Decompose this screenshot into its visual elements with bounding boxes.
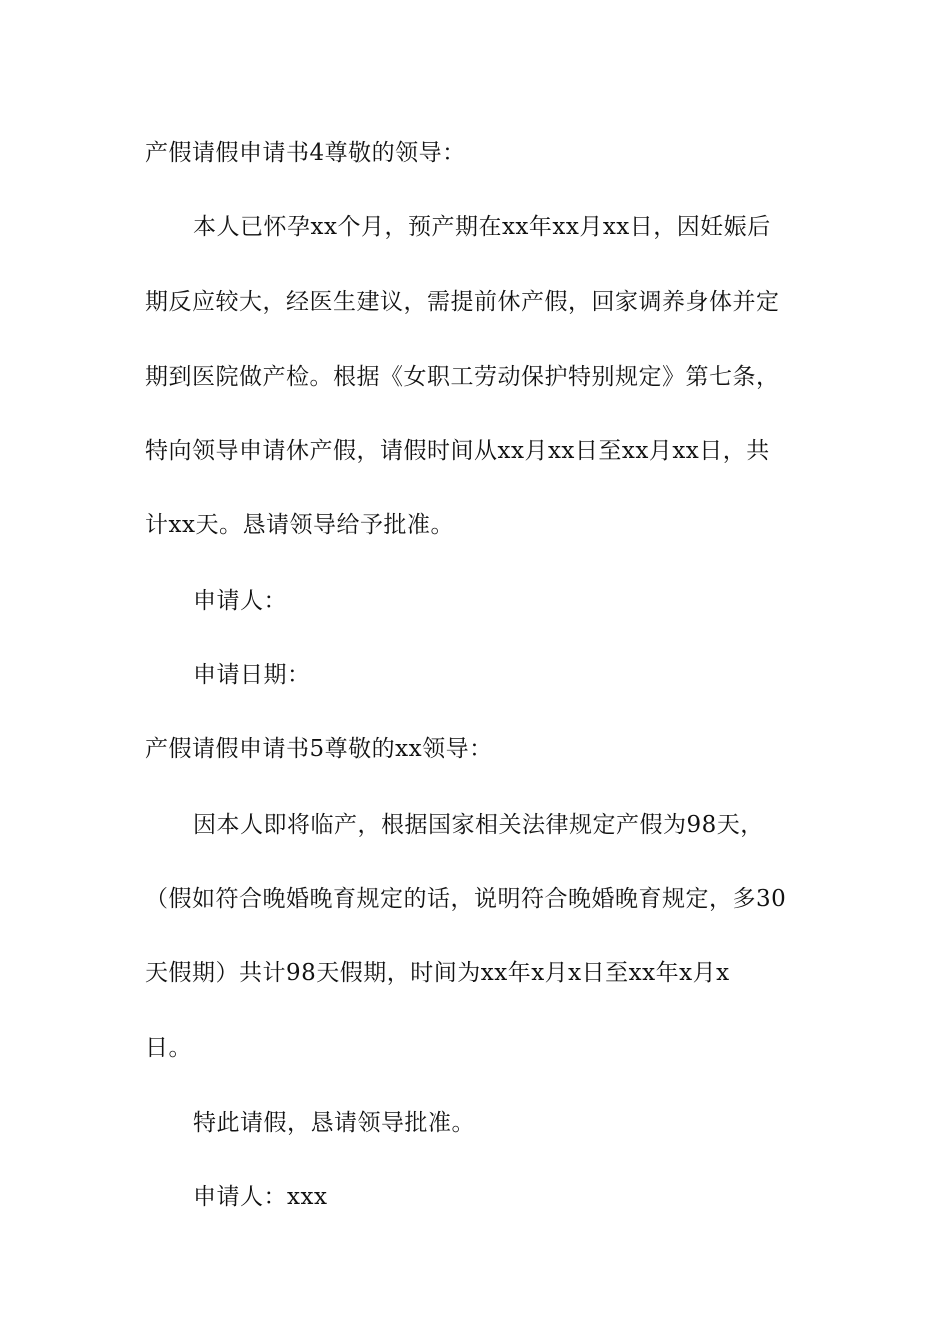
section4-body-line-2: 期反应较大，经医生建议，需提前休产假，回家调养身体并定 — [145, 289, 780, 315]
section5-body-line-2: （假如符合晚婚晚育规定的话，说明符合晚婚晚育规定，多30 — [145, 886, 787, 912]
section4-heading: 产假请假申请书4尊敬的领导： — [145, 140, 466, 166]
section5-applicant: 申请人：xxx — [193, 1184, 328, 1210]
section4-body-line-3: 期到医院做产检。根据《女职工劳动保护特别规定》第七条， — [145, 364, 780, 390]
section4-applicant-label: 申请人： — [193, 588, 287, 614]
section5-closing: 特此请假，恳请领导批准。 — [193, 1110, 475, 1136]
section5-body-line-4: 日。 — [145, 1035, 192, 1061]
section5-heading: 产假请假申请书5尊敬的xx领导： — [145, 736, 493, 762]
section4-date-label: 申请日期： — [193, 662, 311, 688]
section4-body-line-4: 特向领导申请休产假，请假时间从xx月xx日至xx月xx日，共 — [145, 438, 770, 464]
section4-body-line-5: 计xx天。恳请领导给予批准。 — [145, 512, 454, 538]
section5-body-line-3: 天假期）共计98天假期，时间为xx年x月x日至xx年x月x — [145, 960, 730, 986]
section5-body-line-1: 因本人即将临产，根据国家相关法律规定产假为98天， — [193, 812, 764, 838]
section4-body-line-1: 本人已怀孕xx个月，预产期在xx年xx月xx日，因妊娠后 — [193, 214, 771, 240]
